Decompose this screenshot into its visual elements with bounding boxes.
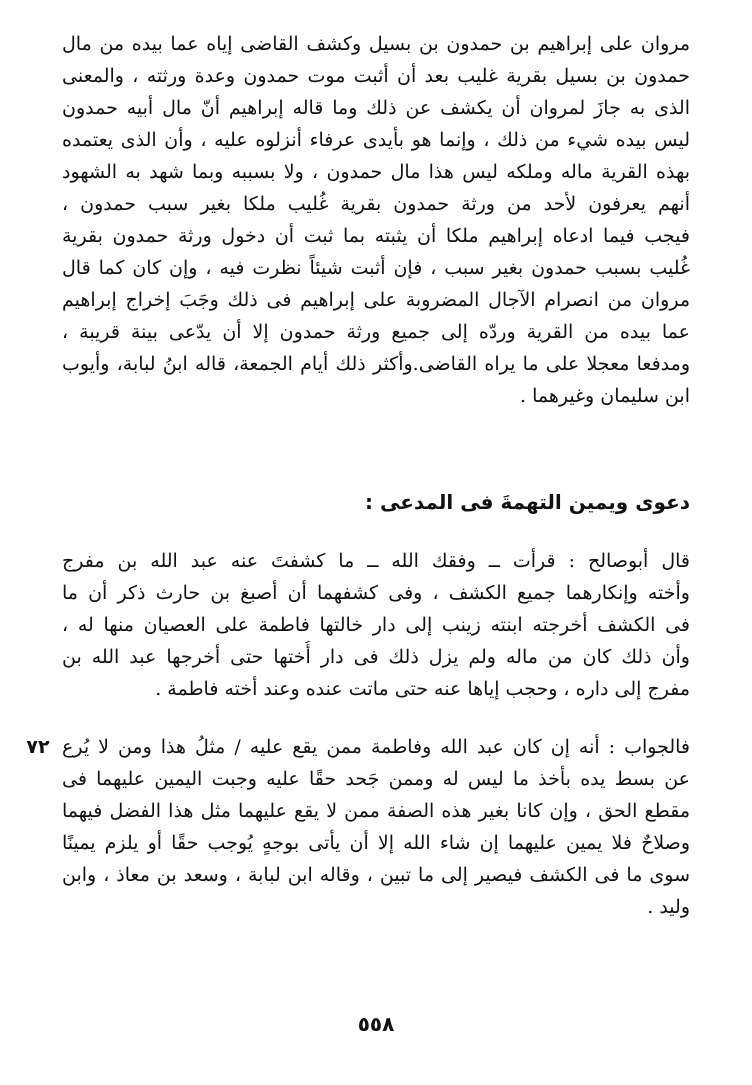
text-line: فى الكشف أخرجته ابنته زينب إلى دار خالتها فاطمة على العصيان منها له ، (62, 614, 690, 636)
text-line: مروان على إبراهيم بن حمدون بن بسيل وكشف القاضى إياه عما بيده من مال (62, 33, 690, 55)
section-heading: دعوى ويمين التهمةَ فى المدعى : (365, 490, 690, 514)
text-line: ابن سليمان وغيرهما . (520, 385, 690, 407)
text-line: عما بيده من القرية وردّه إلى جميع ورثة حمدون إلا أن يدّعى بينة قريبة ، (62, 321, 690, 343)
paragraph-answer (62, 731, 690, 923)
text-line: مروان من انصرام الآجال المضروبة على إبراهيم فى ذلك وجَبَ إخراج إبراهيم (62, 289, 690, 311)
text-line: مفرج إلى داره ، وحجب إياها عنه حتى ماتت عنده وعند أخته فاطمة . (155, 678, 690, 700)
text-line: ومدفعا معجلا على ما يراه القاضى.وأكثر ذلك أيام الجمعة، قاله ابنُ لبابة، وأيوب (62, 353, 690, 375)
paragraph-question (62, 545, 690, 705)
text-line: وليد . (647, 896, 690, 918)
text-line: وأن ذلك كان من ماله ولم يزل ذلك فى دار أُختها حتى أخرجها عبد الله بن (62, 646, 690, 668)
margin-paragraph-number: ٧٢ (26, 736, 50, 758)
text-line: وصلاحٌ فلا يمين عليهما إن شاء الله إلا أن يأتى بوجهٍ يُوجب حقًا أو يلزم يمينًا (62, 832, 690, 854)
text-line: عن بسط يده بأخذ ما ليس له وممن جَحد حقًا عليه وجبت اليمين عليهما فى (62, 768, 690, 790)
text-line: فالجواب : أنه إن كان عبد الله وفاطمة ممن يقع عليه / مثلُ هذا ومن لا يُرع (62, 736, 690, 758)
text-line: غُليب بسبب حمدون بغير سبب ، فإن أثبت شيئاً نظرت فيه ، وإن كان كما قال (62, 257, 690, 279)
text-line: ليس بيده شيء من ذلك ، وإنما هو بأيدى عرفاء أنزلوه عليه ، وأن الذى يعتمده (62, 129, 690, 151)
text-line: وأخته وإنكارهما جميع الكشف ، وفى كشفهما أن أصبغ بن حارث ذكر أن ما (62, 582, 690, 604)
text-line: سوى ما فى الكشف فيصير إلى ما تبين ، وقاله ابن لبابة ، وسعد بن معاذ ، وابن (62, 864, 690, 886)
paragraph-continuation (62, 28, 690, 412)
text-line: مقطع الحق ، وإن كانا بغير هذه الصفة ممن لا يقع عليهما مثل هذا الفضل فيهما (62, 800, 690, 822)
text-line: قال أبوصالح : قرأت ــ وفقك الله ــ ما كشفتَ عنه عبد الله بن مفرج (62, 550, 690, 572)
text-line: أنهم يعرفون لأحد من ورثة حمدون بقرية غُليب ملكا بغير سبب حمدون ، (62, 193, 690, 215)
text-line: بهذه القرية ماله وملكه ليس هذا مال حمدون ، ولا بسببه وبما شهد به الشهود (62, 161, 690, 183)
text-line: الذى به جازَ لمروان أن يكشف عن ذلك وما قاله إبراهيم أنّ مال أبيه حمدون (62, 97, 690, 119)
text-line: حمدون بن بسيل بقرية غليب بعد أن أثبت موت حمدون وعدة ورثته ، والمعنى (62, 65, 690, 87)
page-number: ٥٥٨ (357, 1012, 395, 1036)
text-line: فيجب فيما ادعاه إبراهيم ملكا أن يثبته بما ثبت أن دخول ورثة حمدون بقرية (62, 225, 690, 247)
